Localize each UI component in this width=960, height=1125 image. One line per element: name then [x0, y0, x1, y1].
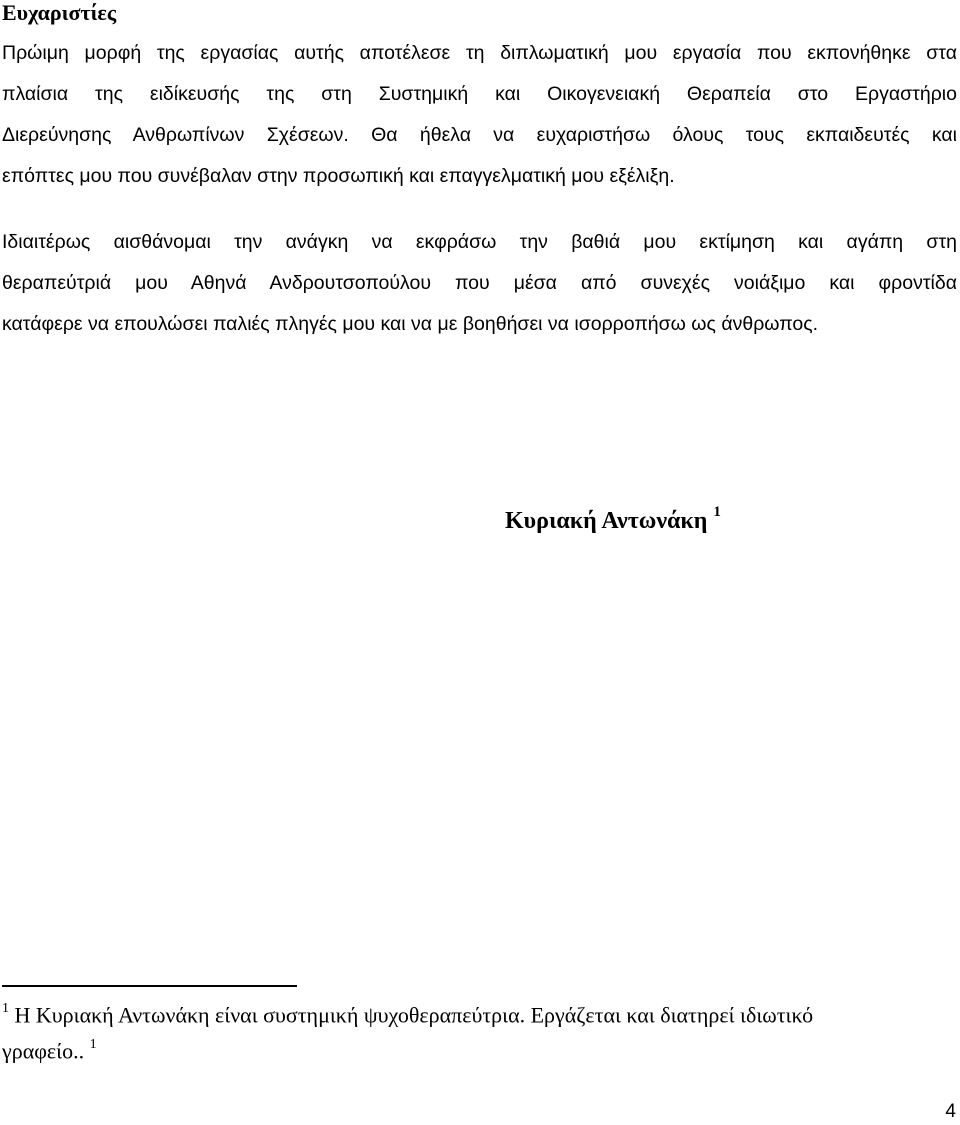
paragraph-line: επόπτες μου που συνέβαλαν στην προσωπική και επαγγελματική μου εξέλιξη.: [2, 165, 675, 187]
footnote-number: 1: [2, 1001, 9, 1016]
author-signature: [505, 498, 721, 538]
footnote-separator: [2, 985, 297, 987]
paragraph-line: κατάφερε να επουλώσει παλιές πληγές μου και να με βοηθήσει να ισορροπήσω ως άνθρωπος.: [2, 313, 819, 335]
page-heading: Ευχαριστίες: [2, 0, 117, 25]
footnote: [2, 995, 957, 1068]
paragraph-line: Διερεύνησης Ανθρωπίνων Σχέσεων. Θα ήθελα να ευχαριστήσω όλους τους εκπαιδευτές και: [2, 124, 957, 146]
footnote-number: 1: [89, 1037, 97, 1053]
paragraph-line: πλαίσια της ειδίκευσής της στη Συστημική και Οικογενειακή Θεραπεία στο Εργαστήριο: [2, 83, 957, 105]
author-name: Κυριακή Αντωνάκη: [505, 508, 708, 534]
footnote-line: [2, 995, 957, 1031]
paragraph-line: Ιδιαιτέρως αισθάνομαι την ανάγκη να εκφράσω την βαθιά μου εκτίμηση και αγάπη στη: [2, 231, 957, 253]
footnote-line: [2, 1031, 957, 1067]
footnote-text: Η Κυριακή Αντωνάκη είναι συστημική ψυχοθεραπεύτρια. Εργάζεται και διατηρεί ιδιωτικό: [9, 1002, 814, 1028]
page-number: 4: [945, 1101, 956, 1122]
paragraph-line: θεραπεύτριά μου Αθηνά Ανδρουτσοπούλου που μέσα από συνεχές νοιάξιμο και φροντίδα: [2, 272, 957, 294]
footnote-reference[interactable]: 1: [713, 504, 721, 520]
paragraph-acknowledgement-1: [2, 33, 957, 197]
paragraph-acknowledgement-2: [2, 222, 957, 345]
footnote-text: γραφείο..: [2, 1038, 85, 1064]
paragraph-line: Πρώιμη μορφή της εργασίας αυτής αποτέλεσε τη διπλωματική μου εργασία που εκπονήθηκε στα: [2, 42, 957, 64]
